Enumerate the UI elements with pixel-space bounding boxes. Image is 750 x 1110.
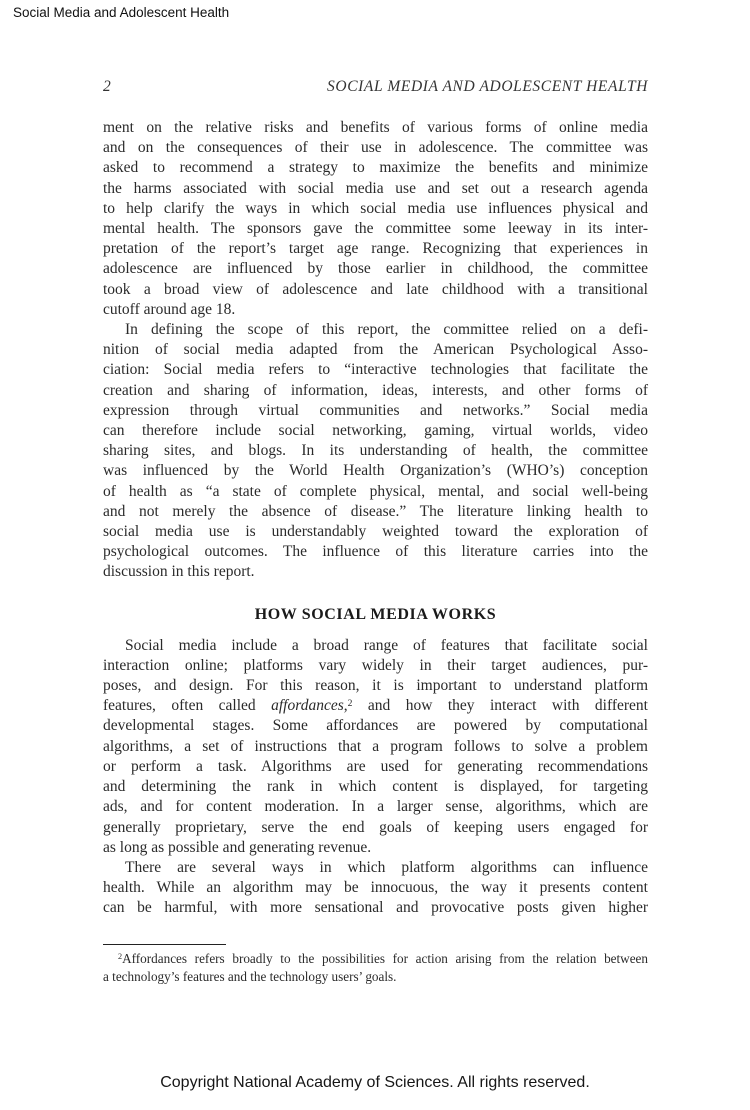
body-line (103, 696, 648, 716)
body-line: There are several ways in which platform algorithms can influence (125, 858, 648, 876)
body-line: took a broad view of adolescence and late childhood with a transitional (103, 280, 648, 298)
paragraph (103, 118, 648, 320)
body-line: poses, and design. For this reason, it is important to understand platform (103, 677, 648, 695)
body-line: creation and sharing of information, ideas, interests, and other forms of (103, 381, 648, 399)
body-line: In defining the scope of this report, the committee relied on a defi- (125, 321, 648, 339)
text-segment: affordances (271, 697, 344, 715)
paragraph (103, 320, 648, 583)
body-line: interaction online; platforms vary widely in their target audiences, pur- (103, 656, 648, 674)
body-line: or perform a task. Algorithms are used for generating recommendations (103, 757, 648, 775)
running-head (103, 78, 648, 96)
running-head-title: SOCIAL MEDIA AND ADOLESCENT HEALTH (327, 78, 648, 95)
body-line: asked to recommend a strategy to maximize the benefits and minimize (103, 159, 648, 177)
body-line: Social media include a broad range of features that facilitate social (125, 636, 648, 654)
body-line: ciation: Social media refers to “interactive technologies that facilitate the (103, 361, 648, 379)
body-line: adolescence are influenced by those earlier in childhood, the committee (103, 260, 648, 278)
text-segment: Affordances refers broadly to the possibilities for action arising from the relation between (122, 951, 648, 966)
body-line: expression through virtual communities and networks.” Social media (103, 401, 648, 419)
page-number: 2 (103, 78, 111, 95)
body-line: ads, and for content moderation. In a larger sense, algorithms, which are (103, 798, 648, 816)
section-heading: HOW SOCIAL MEDIA WORKS (254, 605, 497, 623)
body-line: a technology’s features and the technology users’ goals. (103, 968, 397, 984)
body-line: can be harmful, with more sensational and provocative posts given higher (103, 899, 648, 917)
superscript-footnote-marker: 2 (118, 952, 123, 962)
body-line: cutoff around age 18. (103, 300, 236, 318)
body-line: discussion in this report. (103, 563, 255, 581)
paragraph (103, 858, 648, 919)
body-text-column (103, 118, 648, 919)
body-line: can therefore include social networking, gaming, virtual worlds, video (103, 422, 648, 440)
body-line: health. While an algorithm may be innocuous, the way it presents content (103, 879, 648, 897)
paragraph (103, 636, 648, 858)
text-segment: and how they interact with different (352, 697, 648, 715)
body-line: of health as “a state of complete physical, mental, and social well-being (103, 482, 648, 500)
body-line: algorithms, a set of instructions that a program follows to solve a problem (103, 737, 648, 755)
body-line (103, 950, 648, 968)
body-line: as long as possible and generating revenue. (103, 838, 372, 856)
text-segment: , (343, 697, 348, 715)
footnote (103, 944, 648, 985)
body-line: developmental stages. Some affordances are powered by computational (103, 717, 648, 735)
body-line: psychological outcomes. The influence of this literature carries into the (103, 543, 648, 561)
scan-header-title: Social Media and Adolescent Health (13, 5, 230, 20)
body-line: the harms associated with social media use and set out a research agenda (103, 179, 648, 197)
body-line: sharing sites, and blogs. In its understanding of health, the committee (103, 442, 648, 460)
body-line: and determining the rank in which content is displayed, for targeting (103, 778, 648, 796)
body-line: ment on the relative risks and benefits of various forms of online media (103, 119, 648, 136)
body-line: social media use is understandably weighted toward the exploration of (103, 523, 648, 541)
body-line: to help clarify the ways in which social media use influences physical and (103, 199, 648, 217)
body-line: was influenced by the World Health Organization’s (WHO’s) conception (103, 462, 648, 480)
copyright-notice: Copyright National Academy of Sciences. All rights reserved. (160, 1074, 590, 1091)
text-segment: features, often called (103, 697, 272, 715)
body-line: generally proprietary, serve the end goals of keeping users engaged for (103, 818, 648, 836)
body-line: and on the consequences of their use in adolescence. The committee was (103, 139, 648, 157)
body-line: pretation of the report’s target age range. Recognizing that experiences in (103, 240, 648, 258)
superscript-footnote-marker: 2 (347, 697, 353, 709)
footnote-text (103, 950, 648, 985)
body-line: mental health. The sponsors gave the committee some leeway in its inter- (103, 220, 648, 238)
footnote-rule (103, 944, 226, 945)
body-line: and not merely the absence of disease.” The literature linking health to (103, 502, 648, 520)
body-line: nition of social media adapted from the American Psychological Asso- (103, 341, 648, 359)
